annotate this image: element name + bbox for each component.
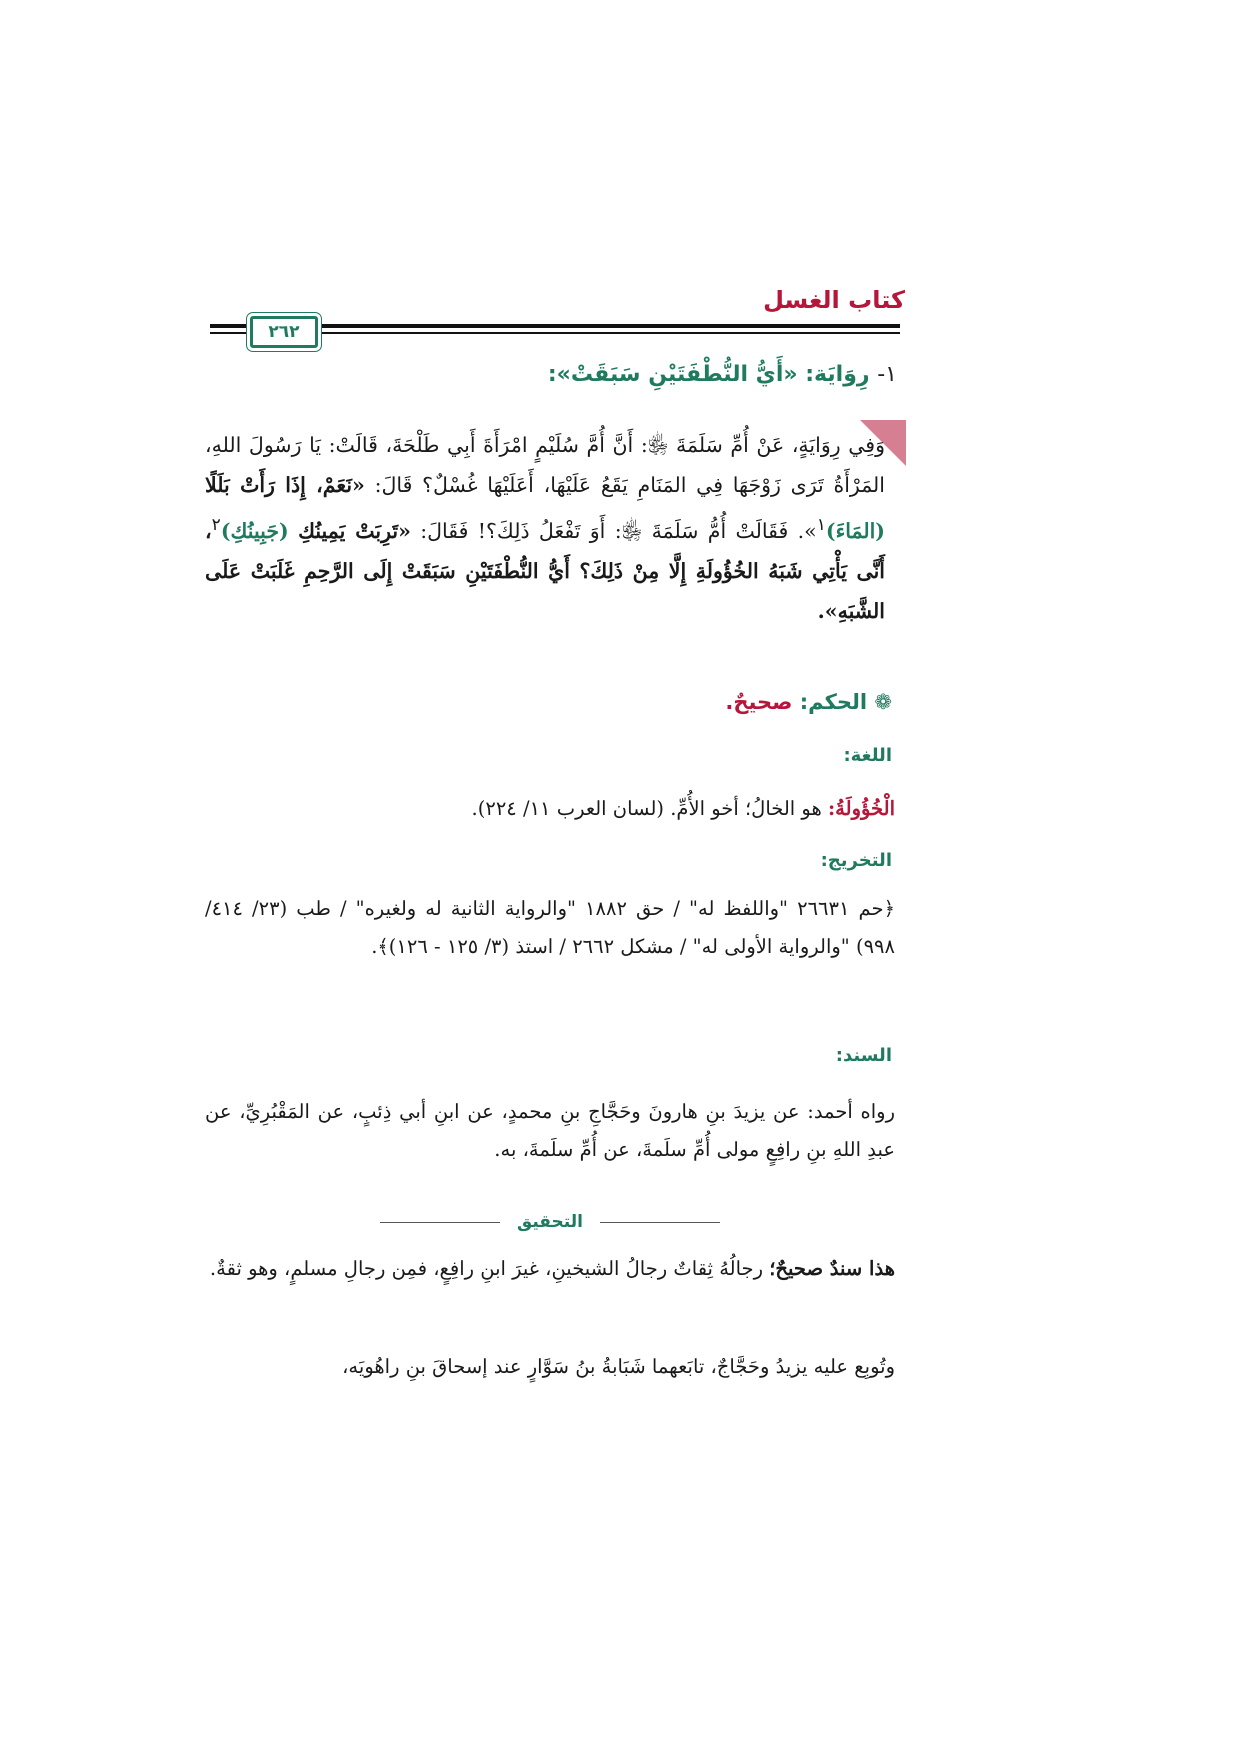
- hadith-quote2-end: ، أَنَّى يَأْتِي شَبَهُ الخُؤُولَةِ إِلَّا مِنْ ذَلِكَ؟ أَيُّ النُّطْفَتَيْنِ سَبَقَتْ إِلَى الرَّحِمِ غَلَبَتْ عَلَى الشَّبَهِ».: [205, 518, 885, 623]
- hadith-quote2: «تَرِبَتْ يَمِينُكِ: [298, 518, 411, 543]
- takhrij-text: ﴿حم ٢٦٦٣١ "واللفظ له" / حق ١٨٨٢ "والرواية الثانية له ولغيره" / طب (٢٣/ ٤١٤/ ٩٩٨) "والرواية الأولى له" / مشكل ٢٦٦٢ / استذ (٣/ ١٢٥ - ١٢٦)﴾.: [205, 897, 895, 958]
- hadith-quote1-end: ».: [797, 518, 817, 543]
- hadith-variant2: (جَبِينُكِ): [220, 518, 289, 543]
- lugha-text: [205, 790, 895, 828]
- hadith-quote1: «نَعَمْ، إِذَا رَأَتْ بَلَلًا: [205, 473, 365, 497]
- verdict-lead: الحكم:: [799, 690, 868, 714]
- book-title: كتاب الغسل: [763, 286, 905, 314]
- lugha-definition: هو الخالُ؛ أخو الأُمِّ. (لسان العرب ١١/ ٢٢٤).: [471, 797, 822, 820]
- page-number: ٢٦٢: [250, 316, 318, 348]
- tahqiq-text1: رجالُهُ ثِقاتٌ رجالُ الشيخينِ، غيرَ ابنِ رافِعٍ، فمِن رجالِ مسلمٍ، وهو ثقةٌ.: [209, 1257, 770, 1280]
- tahqiq-paragraph-2: وتُوبِع عليه يزيدُ وحَجَّاجٌ، تابَعهما شَبَابةُ بنُ سَوَّارٍ عند إسحاقَ بنِ راهُويَه،: [342, 1355, 895, 1378]
- tahqiq-bold-lead: هذا سندٌ صحيحٌ؛: [769, 1257, 895, 1280]
- sanad-text: رواه أحمد: عن يزيدَ بنِ هارونَ وحَجَّاجِ بنِ محمدٍ، عن ابنِ أبي ذِئبٍ، عن المَقْبُرِيِّ، عن عبدِ اللهِ بنِ رافِعٍ مولى أُمِّ سلَمةَ، عن أُمِّ سلَمةَ، به.: [205, 1100, 895, 1161]
- tahqiq-divider: [380, 1208, 720, 1236]
- tahqiq-paragraph-1: [205, 1250, 895, 1288]
- page-header: [210, 286, 905, 356]
- hadith-text: [205, 425, 885, 631]
- verdict-value: صحيحٌ.: [725, 690, 793, 714]
- tahqiq-divider-label: التحقيق: [517, 1212, 583, 1232]
- verdict: [725, 690, 892, 714]
- hadith-part1: وَفِي رِوَايَةٍ، عَنْ أُمِّ سَلَمَةَ ﵂: أَنَّ أُمَّ سُلَيْمٍ امْرَأَةَ أَبِي طَلْحَةَ، قَالَتْ: يَا رَسُولَ اللهِ، المَرْأَةُ تَرَى زَوْجَهَا فِي المَنَامِ يَقَعُ عَلَيْهَا، أَعَلَيْهَا غُسْلٌ؟ قَالَ:: [205, 433, 885, 497]
- section-heading: [548, 362, 897, 387]
- section-title: رِوَايَة: «أَيُّ النُّطْفَتَيْنِ سَبَقَتْ»:: [547, 362, 870, 387]
- hadith-part2: فَقَالَتْ أُمُّ سَلَمَةَ ﵂: أَوَ تَفْعَلُ ذَلِكَ؟! فَقَالَ:: [410, 518, 798, 543]
- lugha-label: اللغة:: [843, 745, 892, 766]
- footnote-marker-1: ١: [816, 515, 826, 535]
- sanad-label: السند:: [835, 1045, 892, 1066]
- footnote-marker-2: ٢: [211, 515, 221, 535]
- flower-ornament-icon: ❁: [874, 690, 892, 714]
- hadith-variant1: (المَاءَ): [825, 518, 885, 543]
- takhrij-label: التخريج:: [820, 850, 892, 871]
- section-number: ١-: [877, 362, 897, 387]
- lugha-term: الْخُؤُولَةُ:: [827, 797, 895, 820]
